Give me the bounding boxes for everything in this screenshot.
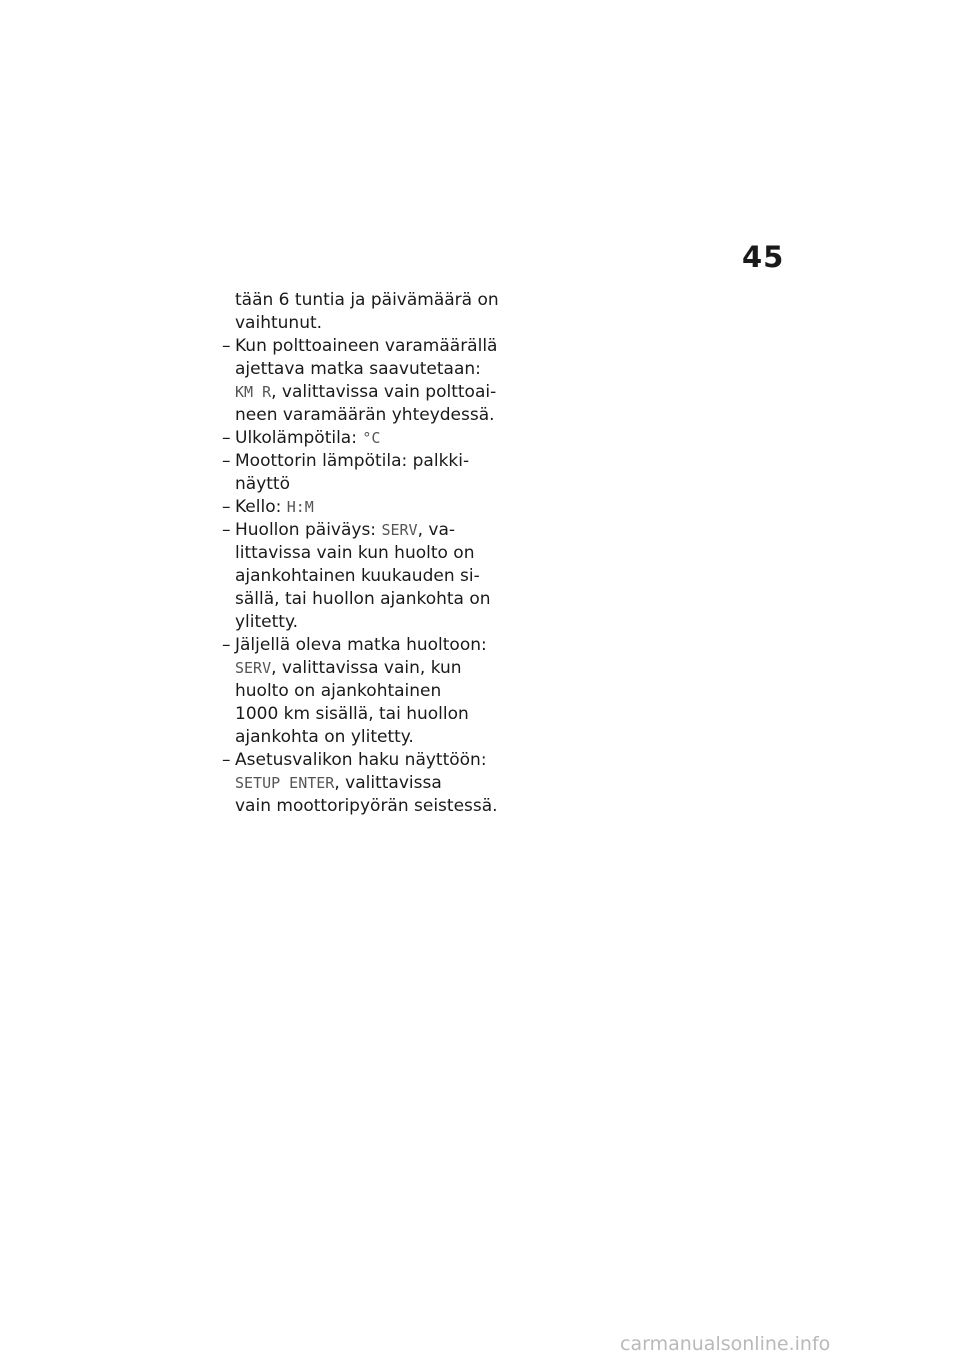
- text-span: näyttö: [235, 474, 290, 494]
- list-item-start: [222, 634, 512, 657]
- text-span: vaihtunut.: [235, 313, 323, 333]
- list-item-start: [222, 749, 512, 772]
- text-span: littavissa vain kun huolto on: [235, 543, 475, 563]
- display-symbol: KM R: [235, 383, 272, 401]
- text-line: [222, 565, 512, 588]
- list-item-start: [222, 496, 512, 519]
- text-span: Huollon päiväys:: [235, 520, 382, 540]
- list-item-start: [222, 427, 512, 450]
- list-dash: –: [222, 336, 231, 356]
- list-dash: –: [222, 750, 231, 770]
- text-line: [222, 611, 512, 634]
- text-span: huolto on ajankohtainen: [235, 681, 442, 701]
- text-line: [222, 542, 512, 565]
- text-span: 1000 km sisällä, tai huollon: [235, 704, 469, 724]
- watermark: carmanualsonline.info: [620, 1333, 831, 1355]
- list-dash: –: [222, 451, 231, 471]
- text-line: [222, 657, 512, 680]
- text-line: [222, 772, 512, 795]
- display-symbol: SERV: [381, 521, 418, 539]
- list-dash: –: [222, 520, 231, 540]
- list-item-start: [222, 519, 512, 542]
- page-number: 45: [742, 240, 785, 274]
- text-span: tään 6 tuntia ja päivämäärä on: [235, 290, 499, 310]
- text-line: [222, 703, 512, 726]
- text-span: Ulkolämpötila:: [235, 428, 363, 448]
- text-line: [222, 381, 512, 404]
- body-text: [222, 289, 512, 818]
- text-span: sällä, tai huollon ajankohta on: [235, 589, 491, 609]
- text-line: [222, 404, 512, 427]
- list-dash: –: [222, 635, 231, 655]
- text-line: [222, 289, 512, 312]
- text-span: ajankohtainen kuukauden si-: [235, 566, 480, 586]
- text-span: , valittavissa: [334, 773, 442, 793]
- display-symbol: °C: [362, 429, 381, 447]
- text-span: Kun polttoaineen varamäärällä: [235, 336, 498, 356]
- text-span: ajettava matka saavutetaan:: [235, 359, 481, 379]
- list-dash: –: [222, 497, 231, 517]
- display-symbol: SETUP ENTER: [235, 774, 335, 792]
- text-span: , va-: [417, 520, 455, 540]
- text-span: , valittavissa vain polttoai-: [271, 382, 497, 402]
- text-line: [222, 680, 512, 703]
- text-line: [222, 312, 512, 335]
- display-symbol: H:M: [286, 498, 314, 516]
- list-dash: –: [222, 428, 231, 448]
- text-line: [222, 588, 512, 611]
- text-span: , valittavissa vain, kun: [271, 658, 462, 678]
- list-item-start: [222, 335, 512, 358]
- text-line: [222, 726, 512, 749]
- text-span: vain moottoripyörän seistessä.: [235, 796, 498, 816]
- display-symbol: SERV: [235, 659, 272, 677]
- text-line: [222, 358, 512, 381]
- text-span: ajankohta on ylitetty.: [235, 727, 414, 747]
- text-span: Moottorin lämpötila: palkki-: [235, 451, 470, 471]
- text-span: Kello:: [235, 497, 287, 517]
- text-line: [222, 473, 512, 496]
- list-item-start: [222, 450, 512, 473]
- text-span: Jäljellä oleva matka huoltoon:: [235, 635, 487, 655]
- text-span: neen varamäärän yhteydessä.: [235, 405, 495, 425]
- text-span: ylitetty.: [235, 612, 299, 632]
- text-span: Asetusvalikon haku näyttöön:: [235, 750, 487, 770]
- text-line: [222, 795, 512, 818]
